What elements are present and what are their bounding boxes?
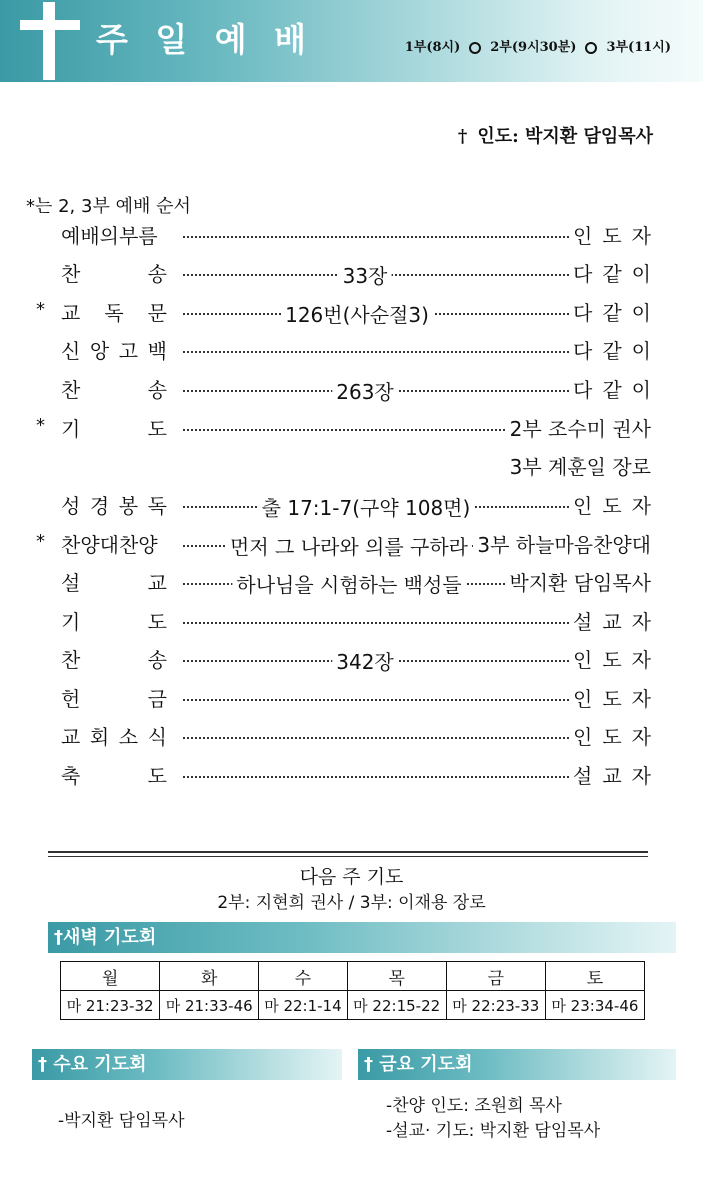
order-row: [0, 529, 703, 561]
order-item-role: [569, 490, 651, 519]
next-week-prayers: 2부: 지현희 권사 / 3부: 이재용 장로: [217, 893, 486, 913]
role-char: 도: [602, 224, 622, 248]
dawn-prayer-table: [60, 961, 645, 1020]
name-char: 찬: [61, 378, 81, 402]
order-item-role: [569, 220, 651, 249]
order-item-detail: 263장: [332, 376, 398, 405]
role-char: 인: [573, 687, 593, 711]
order-row: [0, 683, 703, 715]
header-banner: [0, 0, 703, 82]
order-item-performer: 박지환 담임목사: [505, 567, 651, 596]
name-char: 찬양대찬양: [61, 533, 158, 557]
dawn-prayer-title: †새벽 기도회: [48, 922, 676, 953]
order-row: [0, 490, 703, 522]
order-item-name: [61, 567, 167, 596]
name-char: 신: [61, 339, 81, 363]
name-char: 금: [147, 687, 167, 711]
name-char: 앙: [89, 339, 110, 363]
name-char: 교: [147, 571, 167, 595]
service-time-1: 1부(8시): [404, 40, 461, 55]
order-item-name: [61, 683, 167, 712]
reading-cell: 마 22:1-14: [259, 991, 347, 1020]
order-row: [0, 760, 703, 792]
service-times: [405, 36, 671, 55]
wednesday-prayer-leader: -박지환 담임목사: [58, 1111, 185, 1131]
role-char: 인: [573, 648, 593, 672]
friday-praise-leader: -찬양 인도: 조원희 목사: [386, 1096, 562, 1116]
role-char: 자: [631, 224, 651, 248]
role-char: 같: [602, 339, 622, 363]
friday-sermon-leader: -설교· 기도: 박지환 담임목사: [386, 1121, 601, 1141]
name-char: 헌: [61, 687, 81, 711]
required-marker: *: [36, 299, 45, 320]
role-char: 인: [573, 725, 593, 749]
day-cell: 월: [61, 962, 160, 991]
day-cell: 화: [160, 962, 259, 991]
order-item-role: [569, 760, 651, 789]
name-char: 도: [147, 417, 167, 441]
name-char: 송: [147, 378, 167, 402]
reading-cell: 마 21:23-32: [61, 991, 160, 1020]
order-item-name: [61, 413, 167, 442]
order-item-detail: 33장: [339, 260, 392, 289]
order-item-name: [61, 258, 167, 287]
name-char: 찬: [61, 262, 81, 286]
service-leader-text: 인도: 박지환 담임목사: [477, 126, 653, 147]
role-char: 도: [602, 687, 622, 711]
reading-cell: 마 22:23-33: [446, 991, 545, 1020]
order-row: [0, 220, 703, 252]
order-item-name: [61, 529, 167, 558]
role-char: 도: [602, 648, 622, 672]
reading-cell: 마 21:33-46: [160, 991, 259, 1020]
order-item-role: [569, 258, 651, 287]
name-char: 봉: [118, 494, 139, 518]
name-char: 경: [89, 494, 110, 518]
role-char: 자: [631, 687, 651, 711]
order-item-name: [61, 606, 167, 635]
order-row: [0, 606, 703, 638]
friday-prayer-details: [386, 1094, 600, 1144]
circle-separator-icon: [469, 42, 481, 54]
order-row: [0, 451, 703, 483]
name-char: 도: [147, 764, 167, 788]
order-item-role: [569, 683, 651, 712]
divider: [48, 851, 648, 853]
name-char: 독: [104, 301, 124, 325]
name-char: 송: [147, 262, 167, 286]
day-cell: 목: [347, 962, 446, 991]
role-char: 인: [573, 224, 593, 248]
role-char: 자: [631, 494, 651, 518]
reading-cell: 마 22:15-22: [347, 991, 446, 1020]
role-char: 교: [602, 610, 622, 634]
order-row: [0, 374, 703, 406]
order-row: [0, 297, 703, 329]
order-item-role: [569, 374, 651, 403]
order-item-name: [61, 644, 167, 673]
order-row: [0, 335, 703, 367]
role-char: 인: [573, 494, 593, 518]
order-item-role: [569, 644, 651, 673]
name-char: 기: [61, 610, 81, 634]
role-char: 같: [602, 262, 622, 286]
order-note: *는 2, 3부 예배 순서: [26, 196, 191, 217]
cross-icon: [43, 2, 55, 80]
role-char: 다: [573, 301, 593, 325]
role-char: 도: [602, 725, 622, 749]
role-char: 다: [573, 339, 593, 363]
order-item-detail: 126번(사순절3): [281, 299, 433, 328]
role-char: 설: [573, 610, 593, 634]
order-item-performer: 2부 조수미 권사: [506, 413, 651, 442]
order-item-name: [61, 374, 167, 403]
order-item-role: [569, 721, 651, 750]
role-char: 같: [602, 378, 622, 402]
name-char: 찬: [61, 648, 81, 672]
order-item-role: [569, 297, 651, 326]
name-char: 고: [118, 339, 139, 363]
name-char: 교: [61, 725, 81, 749]
role-char: 도: [602, 494, 622, 518]
order-item-performer: 3부 하늘마음찬양대: [473, 529, 651, 558]
name-char: 예배의부름: [61, 224, 158, 248]
order-item-detail: 하나님을 시험하는 백성들: [232, 569, 465, 598]
table-row: [61, 991, 645, 1020]
name-char: 성: [61, 494, 81, 518]
role-char: 설: [573, 764, 593, 788]
role-char: 자: [631, 725, 651, 749]
order-row: [0, 567, 703, 599]
name-char: 교: [61, 301, 81, 325]
order-item-name: [61, 721, 167, 750]
order-item-name: [61, 490, 167, 519]
reading-cell: 마 23:34-46: [545, 991, 644, 1020]
name-char: 식: [147, 725, 167, 749]
service-time-2: 2부(9시30분): [490, 40, 577, 55]
order-item-role: [569, 606, 651, 635]
cross-icon-bar: [20, 20, 80, 30]
name-char: 도: [147, 610, 167, 634]
role-char: 다: [573, 378, 593, 402]
name-char: 기: [61, 417, 81, 441]
order-item-detail: 342장: [332, 646, 398, 675]
order-row: [0, 721, 703, 753]
name-char: 송: [147, 648, 167, 672]
role-char: 이: [631, 262, 651, 286]
role-char: 이: [631, 339, 651, 363]
role-char: 다: [573, 262, 593, 286]
service-leader: [458, 122, 653, 148]
wednesday-prayer-title: † 수요 기도회: [32, 1049, 342, 1080]
service-time-3: 3부(11시): [606, 40, 671, 55]
name-char: 백: [147, 339, 167, 363]
order-item-name: [61, 297, 167, 326]
name-char: 설: [61, 571, 81, 595]
order-item-performer: 3부 계훈일 장로: [506, 451, 651, 480]
name-char: 독: [147, 494, 167, 518]
role-char: 교: [602, 764, 622, 788]
role-char: 같: [602, 301, 622, 325]
order-item-name: [61, 760, 167, 789]
order-item-role: [569, 335, 651, 364]
name-char: 회: [89, 725, 110, 749]
role-char: 자: [631, 610, 651, 634]
dagger-icon: †: [457, 126, 468, 147]
name-char: 문: [147, 301, 167, 325]
order-item-name: [61, 335, 167, 364]
role-char: 자: [631, 764, 651, 788]
day-cell: 토: [545, 962, 644, 991]
page-title: 주 일 예 배: [96, 20, 314, 59]
day-cell: 금: [446, 962, 545, 991]
divider: [48, 856, 648, 857]
circle-separator-icon: [585, 42, 597, 54]
order-item-detail: 출 17:1-7(구약 108면): [258, 492, 475, 521]
order-row: [0, 644, 703, 676]
day-cell: 수: [259, 962, 347, 991]
order-row: [0, 413, 703, 445]
next-week-title: 다음 주 기도: [299, 866, 404, 888]
required-marker: *: [36, 531, 45, 552]
friday-prayer-title: † 금요 기도회: [358, 1049, 676, 1080]
required-marker: *: [36, 415, 45, 436]
name-char: 축: [61, 764, 81, 788]
order-row: [0, 258, 703, 290]
order-item-detail: 먼저 그 나라와 의를 구하라: [226, 531, 472, 560]
role-char: 자: [631, 648, 651, 672]
role-char: 이: [631, 301, 651, 325]
table-row: [61, 962, 645, 991]
role-char: 이: [631, 378, 651, 402]
order-item-name: [61, 220, 167, 249]
name-char: 소: [118, 725, 139, 749]
